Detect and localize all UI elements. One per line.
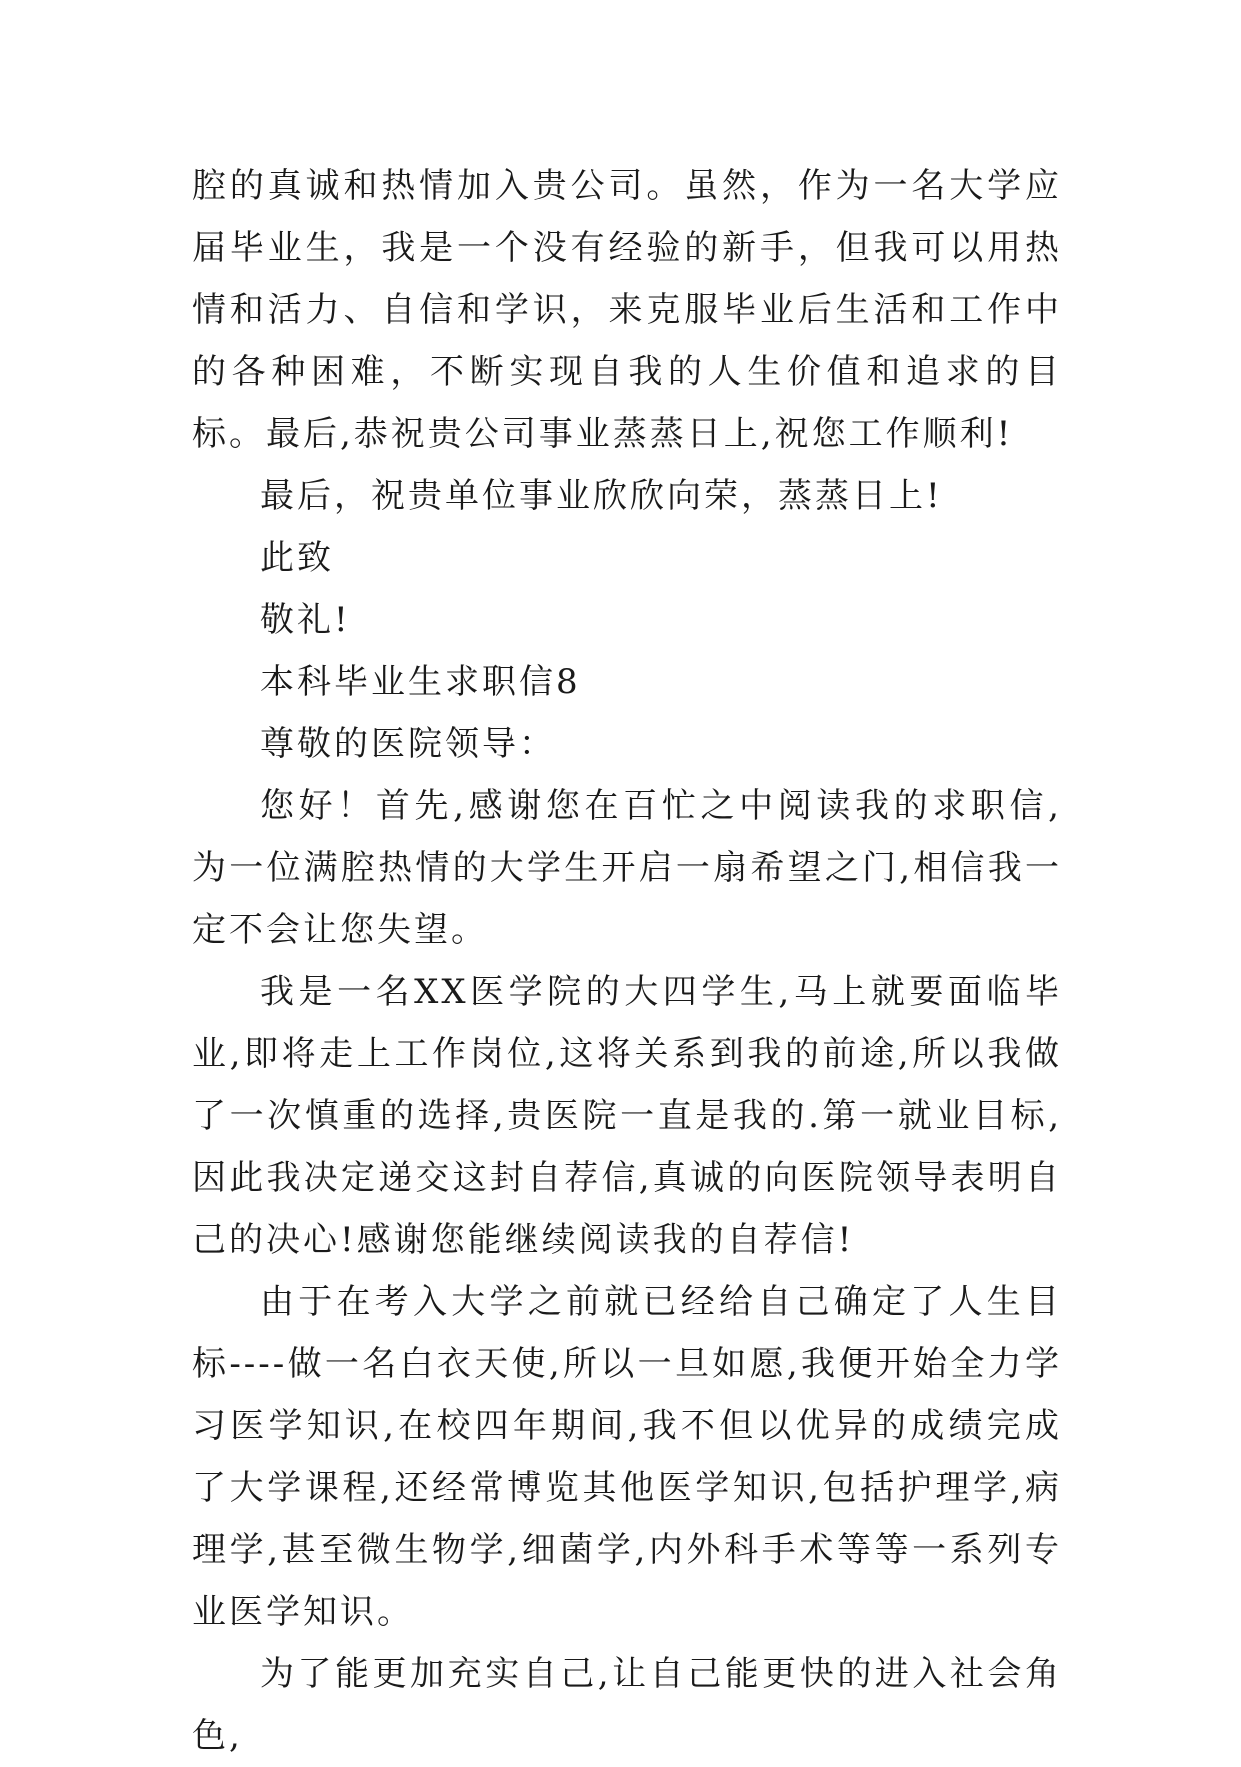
paragraph-final-wishes: 最后，祝贵单位事业欣欣向荣，蒸蒸日上! [260,476,943,516]
paragraph-introduction: 我是一名XX医学院的大四学生,马上就要面临毕业,即将走上工作岗位,这将关系到我的前途,所以我做了一次慎重的选择,贵医院一直是我的.第一就业目标,因此我决定递交这封自荐信,真诚的向医院领导表明自己的决心!感谢您能继续阅读我的自荐信! [192,972,1062,1260]
paragraph-education: 由于在考入大学之前就已经给自己确定了人生目标----做一名白衣天使,所以一旦如愿,我便开始全力学习医学知识,在校四年期间,我不但以优异的成绩完成了大学课程,还经常博览其他医学知识,包括护理学,病理学,甚至微生物学,细菌学,内外科手术等等一系列专业医学知识。 [192,1282,1062,1632]
salutation-regards: 敬礼! [260,600,351,640]
paragraph-closing-continuation: 腔的真诚和热情加入贵公司。虽然，作为一名大学应届毕业生，我是一个没有经验的新手，但我可以用热情和活力、自信和学识，来克服毕业后生活和工作中的各种困难，不断实现自我的人生价值和追求的目标。最后,恭祝贵公司事业蒸蒸日上,祝您工作顺利! [192,166,1062,454]
paragraph-continuation: 为了能更加充实自己,让自己能更快的进入社会角色, [192,1654,1062,1756]
letter-greeting: 尊敬的医院领导： [260,724,556,764]
salutation-closing: 此致 [260,538,334,578]
section-heading: 本科毕业生求职信8 [260,662,581,702]
document-body [192,155,1062,1767]
paragraph-opening: 您好！首先,感谢您在百忙之中阅读我的求职信,为一位满腔热情的大学生开启一扇希望之门,相信我一定不会让您失望。 [192,786,1062,950]
